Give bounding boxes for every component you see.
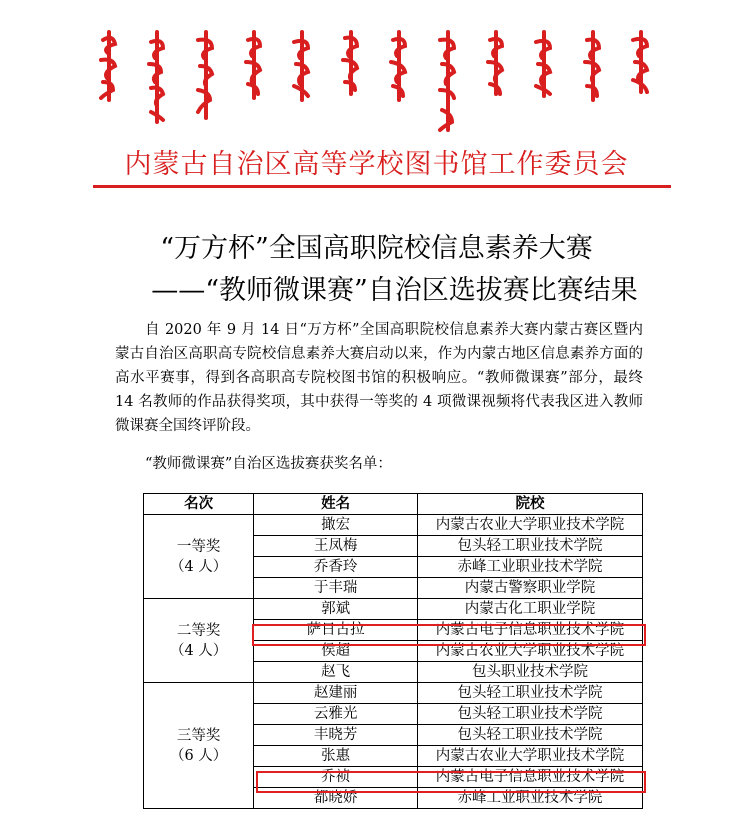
winner-school: 包头轻工职业技术学院	[417, 536, 642, 557]
mongolian-word	[240, 30, 268, 140]
mongolian-word	[482, 30, 510, 140]
winner-school: 包头轻工职业技术学院	[417, 704, 642, 725]
awards-table	[143, 493, 643, 809]
header-name: 姓名	[254, 494, 418, 515]
award-count: （6 人）	[169, 747, 228, 764]
winner-school: 内蒙古警察职业学院	[417, 578, 642, 599]
winner-name: 赵建丽	[254, 683, 418, 704]
award-level: 二等奖	[176, 622, 221, 639]
winner-name: 赵飞	[254, 662, 418, 683]
table-row	[144, 515, 643, 536]
header-school: 院校	[417, 494, 642, 515]
intro-paragraph: 自 2020 年 9 月 14 日“万方杯”全国高职院校信息素养大赛内蒙古赛区暨内蒙古自治区高职高专院校信息素养大赛启动以来，作为内蒙古地区信息素养方面的高水平赛事，得到各高职高专院校图书馆的积极响应。“教师微课赛”部分，最终 14 名教师的作品获得奖项，其中获得一等奖的 4 项微课视频将代表我区进入教师微课赛全国终评阶段。	[115, 322, 643, 434]
award-level: 三等奖	[176, 727, 221, 744]
mongolian-word	[579, 30, 607, 140]
winner-name: 张惠	[254, 746, 418, 767]
mongolian-word	[434, 30, 462, 140]
document-title-line-1: “万方杯”全国高职院校信息素养大赛	[160, 233, 593, 264]
winner-name: 乔祯	[254, 767, 418, 788]
award-group-third	[144, 683, 254, 809]
winner-school: 内蒙古电子信息职业技术学院	[417, 767, 642, 788]
mongolian-script-header	[95, 30, 655, 140]
winner-name: 侯超	[254, 641, 418, 662]
winner-name: 丰晓芳	[254, 725, 418, 746]
document-title-line-2: ——“教师微课赛”自治区选拔赛比赛结果	[151, 275, 638, 306]
winner-name: 于丰瑞	[254, 578, 418, 599]
winner-school: 包头轻工职业技术学院	[417, 725, 642, 746]
winner-school: 内蒙古电子信息职业技术学院	[417, 620, 642, 641]
table-header-row	[144, 494, 643, 515]
mongolian-word	[95, 30, 123, 140]
award-level: 一等奖	[176, 538, 221, 555]
mongolian-word	[143, 30, 171, 140]
award-count: （4 人）	[169, 642, 228, 659]
winner-school: 赤峰工业职业技术学院	[417, 557, 642, 578]
award-group-first	[144, 515, 254, 599]
award-group-second	[144, 599, 254, 683]
mongolian-word	[192, 30, 220, 140]
header-divider	[93, 185, 671, 188]
winner-school: 内蒙古农业大学职业技术学院	[417, 641, 642, 662]
table-row	[144, 683, 643, 704]
winner-school: 内蒙古化工职业学院	[417, 599, 642, 620]
mongolian-word	[530, 30, 558, 140]
mongolian-word	[627, 30, 655, 140]
mongolian-word	[385, 30, 413, 140]
winner-school: 内蒙古农业大学职业技术学院	[417, 515, 642, 536]
winner-name: 撖宏	[254, 515, 418, 536]
winner-school: 包头职业技术学院	[417, 662, 642, 683]
winner-name: 萨日古拉	[254, 620, 418, 641]
header-rank: 名次	[144, 494, 254, 515]
mongolian-word	[337, 30, 365, 140]
winner-name: 王凤梅	[254, 536, 418, 557]
winner-school: 包头轻工职业技术学院	[417, 683, 642, 704]
winner-school: 内蒙古农业大学职业技术学院	[417, 746, 642, 767]
winner-name: 乔香玲	[254, 557, 418, 578]
mongolian-word	[288, 30, 316, 140]
award-count: （4 人）	[169, 558, 228, 575]
winner-name: 都晓娇	[254, 788, 418, 809]
table-row	[144, 599, 643, 620]
winner-name: 云雅光	[254, 704, 418, 725]
organization-name: 内蒙古自治区高等学校图书馆工作委员会	[124, 149, 629, 180]
winner-name: 郭斌	[254, 599, 418, 620]
winners-list-caption: “教师微课赛”自治区选拔赛获奖名单：	[145, 456, 392, 472]
winner-school: 赤峰工业职业技术学院	[417, 788, 642, 809]
